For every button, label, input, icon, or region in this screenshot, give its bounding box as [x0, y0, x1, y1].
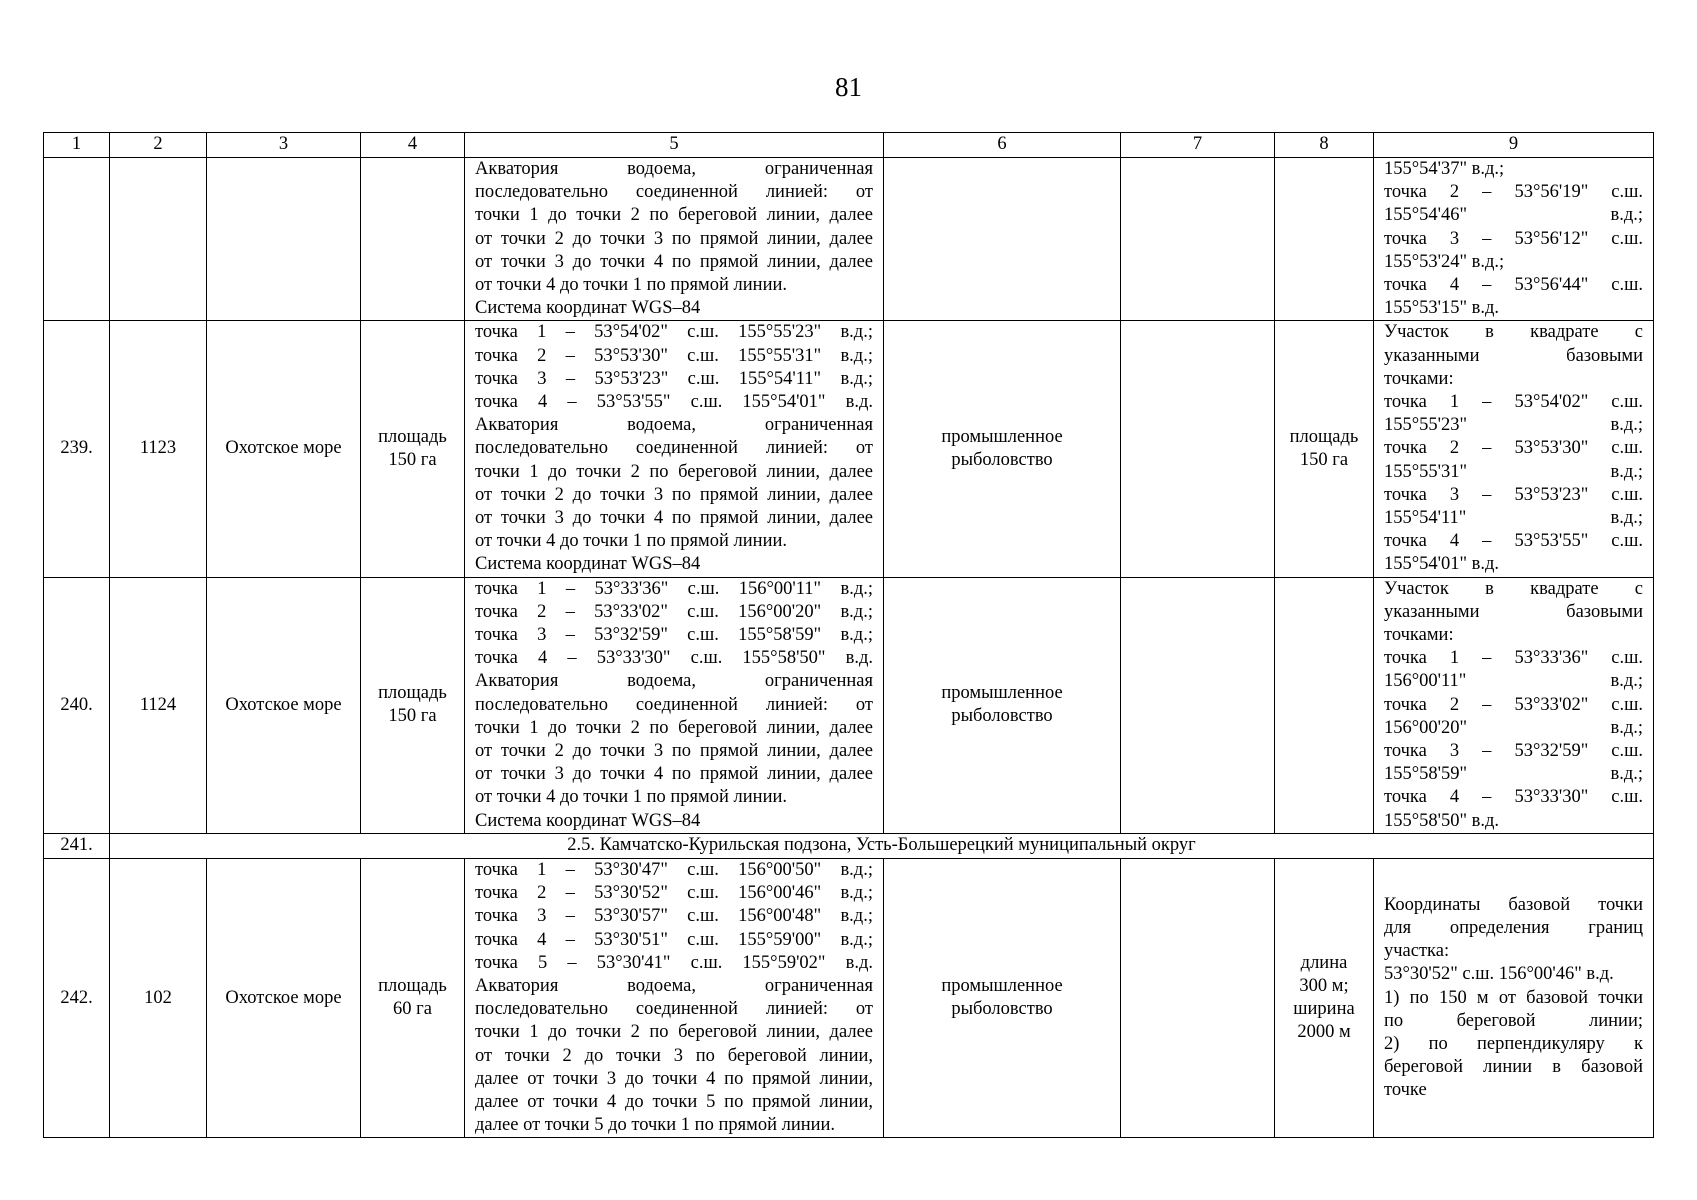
- base-points-line: 155°58'50" в.д.: [1384, 810, 1500, 831]
- base-points-line: 155°55'23" в.д.;: [1384, 415, 1643, 436]
- base-points-line: 155°54'01" в.д.: [1384, 554, 1500, 575]
- row-number: 240.: [44, 577, 110, 833]
- boundary-description: [465, 577, 884, 833]
- base-points-line: указанными базовыми: [1384, 345, 1643, 366]
- base-points-line: 1) по 150 м от базовой точки: [1384, 987, 1643, 1008]
- boundary-description-line: точка 4 – 53°33'30" с.ш. 155°58'50" в.д.: [475, 648, 873, 669]
- water-body: [207, 158, 361, 321]
- boundary-description-line: Акватория водоема, ограниченная: [475, 159, 873, 179]
- area-dimensions: [1275, 158, 1374, 321]
- fishing-areas-table: [43, 132, 1654, 1138]
- area-size: площадь 60 га: [361, 858, 465, 1137]
- table-row: [44, 158, 1654, 321]
- base-points-line: 155°53'15" в.д.: [1384, 298, 1500, 319]
- base-points-line: точка 3 – 53°53'23" с.ш.: [1384, 484, 1643, 505]
- column-header: 3: [207, 133, 361, 158]
- column-header: 2: [110, 133, 207, 158]
- base-points-line: 155°53'24" в.д.;: [1384, 251, 1505, 272]
- boundary-description-line: Акватория водоема, ограниченная: [475, 671, 873, 692]
- area-dimensions: длина 300 м; ширина 2000 м: [1275, 858, 1374, 1137]
- area-size: площадь 150 га: [361, 577, 465, 833]
- base-points-line: точка 4 – 53°53'55" с.ш.: [1384, 531, 1643, 552]
- base-points-line: 156°00'20" в.д.;: [1384, 717, 1643, 738]
- column-number-row: [44, 133, 1654, 158]
- boundary-description-line: от точки 4 до точки 1 по прямой линии.: [475, 531, 787, 552]
- boundary-description-line: от точки 2 до точки 3 по прямой линии, далее: [475, 741, 873, 762]
- base-points-line: точке: [1384, 1080, 1427, 1101]
- column-header: 7: [1121, 133, 1275, 158]
- base-points-line: точка 2 – 53°53'30" с.ш.: [1384, 438, 1643, 459]
- base-points-line: Участок в квадрате с: [1384, 322, 1643, 343]
- boundary-description-line: Акватория водоема, ограниченная: [475, 415, 873, 436]
- base-points-line: участка:: [1384, 941, 1450, 962]
- base-points: [1374, 858, 1654, 1137]
- base-points-line: береговой линии в базовой: [1384, 1057, 1643, 1078]
- boundary-description-line: точка 1 – 53°30'47" с.ш. 156°00'50" в.д.;: [475, 859, 873, 880]
- table-row: [44, 858, 1654, 1137]
- boundary-description: [465, 321, 884, 577]
- boundary-description-line: точка 3 – 53°32'59" с.ш. 155°58'59" в.д.;: [475, 625, 873, 646]
- base-points-line: точка 3 – 53°32'59" с.ш.: [1384, 741, 1643, 762]
- base-points-line: точка 1 – 53°54'02" с.ш.: [1384, 392, 1643, 413]
- section-title: 2.5. Камчатско-Курильская подзона, Усть-Большерецкий муниципальный округ: [110, 833, 1654, 858]
- boundary-description-line: точка 1 – 53°33'36" с.ш. 156°00'11" в.д.;: [475, 578, 873, 599]
- base-points-line: 155°55'31" в.д.;: [1384, 461, 1643, 482]
- boundary-description-line: точка 5 – 53°30'41" с.ш. 155°59'02" в.д.: [475, 952, 873, 973]
- boundary-description-line: точка 4 – 53°53'55" с.ш. 155°54'01" в.д.: [475, 392, 873, 413]
- boundary-description-line: точка 2 – 53°30'52" с.ш. 156°00'46" в.д.;: [475, 883, 873, 904]
- boundary-description-line: точка 2 – 53°53'30" с.ш. 155°55'31" в.д.;: [475, 345, 873, 366]
- column-header: 1: [44, 133, 110, 158]
- water-body: Охотское море: [207, 858, 361, 1137]
- section-row: [44, 833, 1654, 858]
- area-size: площадь 150 га: [361, 321, 465, 577]
- boundary-description-line: от точки 3 до точки 4 по прямой линии, далее: [475, 764, 873, 785]
- row-number: 239.: [44, 321, 110, 577]
- usage-type: промышленное рыболовство: [884, 577, 1121, 833]
- boundary-description-line: точка 4 – 53°30'51" с.ш. 155°59'00" в.д.;: [475, 929, 873, 950]
- area-dimensions: площадь 150 га: [1275, 321, 1374, 577]
- column-header: 5: [465, 133, 884, 158]
- base-points: [1374, 158, 1654, 321]
- page-number: 81: [835, 72, 862, 102]
- base-points-line: 155°54'46" в.д.;: [1384, 205, 1643, 226]
- boundary-description-line: далее от точки 3 до точки 4 по прямой линии,: [475, 1068, 873, 1089]
- base-points-line: Координаты базовой точки: [1384, 894, 1643, 915]
- usage-type: промышленное рыболовство: [884, 321, 1121, 577]
- column-header: 8: [1275, 133, 1374, 158]
- table-body: [44, 158, 1654, 1138]
- boundary-description-line: от точки 3 до точки 4 по прямой линии, далее: [475, 508, 873, 529]
- boundary-description-line: точки 1 до точки 2 по береговой линии, далее: [475, 1022, 873, 1043]
- boundary-description-line: последовательно соединенной линией: от: [475, 438, 873, 459]
- column-7-value: [1121, 577, 1275, 833]
- boundary-description-line: точки 1 до точки 2 по береговой линии, далее: [475, 461, 873, 482]
- boundary-description-line: Акватория водоема, ограниченная: [475, 975, 873, 996]
- base-points-line: 156°00'11" в.д.;: [1384, 671, 1643, 692]
- base-points-line: точка 2 – 53°33'02" с.ш.: [1384, 694, 1643, 715]
- base-points-line: точка 1 – 53°33'36" с.ш.: [1384, 648, 1643, 669]
- boundary-description-line: Система координат WGS–84: [475, 554, 701, 575]
- area-code: 1124: [110, 577, 207, 833]
- column-header: 9: [1374, 133, 1654, 158]
- boundary-description-line: точка 2 – 53°33'02" с.ш. 156°00'20" в.д.;: [475, 601, 873, 622]
- area-code: 102: [110, 858, 207, 1137]
- base-points-line: 155°58'59" в.д.;: [1384, 764, 1643, 785]
- column-7-value: [1121, 321, 1275, 577]
- boundary-description-line: точка 3 – 53°53'23" с.ш. 155°54'11" в.д.;: [475, 368, 873, 389]
- base-points-line: точками:: [1384, 625, 1454, 646]
- boundary-description-line: от точки 4 до точки 1 по прямой линии.: [475, 787, 787, 808]
- base-points-line: 53°30'52" с.ш. 156°00'46" в.д.: [1384, 964, 1614, 985]
- boundary-description-line: точки 1 до точки 2 по береговой линии, далее: [475, 205, 873, 226]
- boundary-description-line: Система координат WGS–84: [475, 298, 701, 319]
- row-number: [44, 158, 110, 321]
- boundary-description-line: от точки 2 до точки 3 по прямой линии, далее: [475, 228, 873, 249]
- boundary-description-line: от точки 4 до точки 1 по прямой линии.: [475, 275, 787, 296]
- base-points-line: точками:: [1384, 368, 1454, 389]
- boundary-description: [465, 858, 884, 1137]
- area-code: 1123: [110, 321, 207, 577]
- base-points-line: для определения границ: [1384, 917, 1643, 938]
- base-points-line: 155°54'11" в.д.;: [1384, 508, 1643, 529]
- boundary-description-line: точка 1 – 53°54'02" с.ш. 155°55'23" в.д.;: [475, 322, 873, 343]
- area-size: [361, 158, 465, 321]
- table-row: [44, 321, 1654, 577]
- column-header: 4: [361, 133, 465, 158]
- area-code: [110, 158, 207, 321]
- boundary-description-line: последовательно соединенной линией: от: [475, 182, 873, 203]
- base-points: [1374, 321, 1654, 577]
- base-points-line: Участок в квадрате с: [1384, 578, 1643, 599]
- base-points-line: точка 4 – 53°56'44" с.ш.: [1384, 275, 1643, 296]
- row-number: 242.: [44, 858, 110, 1137]
- boundary-description-line: далее от точки 4 до точки 5 по прямой линии,: [475, 1091, 873, 1112]
- base-points-line: 2) по перпендикуляру к: [1384, 1033, 1643, 1054]
- boundary-description-line: последовательно соединенной линией: от: [475, 694, 873, 715]
- boundary-description-line: от точки 3 до точки 4 по прямой линии, далее: [475, 251, 873, 272]
- row-number: 241.: [44, 833, 110, 858]
- column-7-value: [1121, 858, 1275, 1137]
- column-7-value: [1121, 158, 1275, 321]
- column-header: 6: [884, 133, 1121, 158]
- base-points-line: точка 4 – 53°33'30" с.ш.: [1384, 787, 1643, 808]
- boundary-description-line: от точки 2 до точки 3 по береговой линии,: [475, 1045, 873, 1066]
- usage-type: [884, 158, 1121, 321]
- water-body: Охотское море: [207, 321, 361, 577]
- base-points-line: по береговой линии;: [1384, 1010, 1643, 1031]
- base-points: [1374, 577, 1654, 833]
- base-points-line: точка 2 – 53°56'19" с.ш.: [1384, 182, 1643, 203]
- boundary-description-line: далее от точки 5 до точки 1 по прямой линии.: [475, 1115, 836, 1136]
- base-points-line: точка 3 – 53°56'12" с.ш.: [1384, 228, 1643, 249]
- boundary-description-line: последовательно соединенной линией: от: [475, 999, 873, 1020]
- water-body: Охотское море: [207, 577, 361, 833]
- base-points-line: 155°54'37" в.д.;: [1384, 159, 1505, 179]
- boundary-description-line: точки 1 до точки 2 по береговой линии, далее: [475, 717, 873, 738]
- boundary-description: [465, 158, 884, 321]
- table-row: [44, 577, 1654, 833]
- boundary-description-line: от точки 2 до точки 3 по прямой линии, далее: [475, 484, 873, 505]
- usage-type: промышленное рыболовство: [884, 858, 1121, 1137]
- boundary-description-line: точка 3 – 53°30'57" с.ш. 156°00'48" в.д.;: [475, 906, 873, 927]
- boundary-description-line: Система координат WGS–84: [475, 810, 701, 831]
- base-points-line: указанными базовыми: [1384, 601, 1643, 622]
- area-dimensions: [1275, 577, 1374, 833]
